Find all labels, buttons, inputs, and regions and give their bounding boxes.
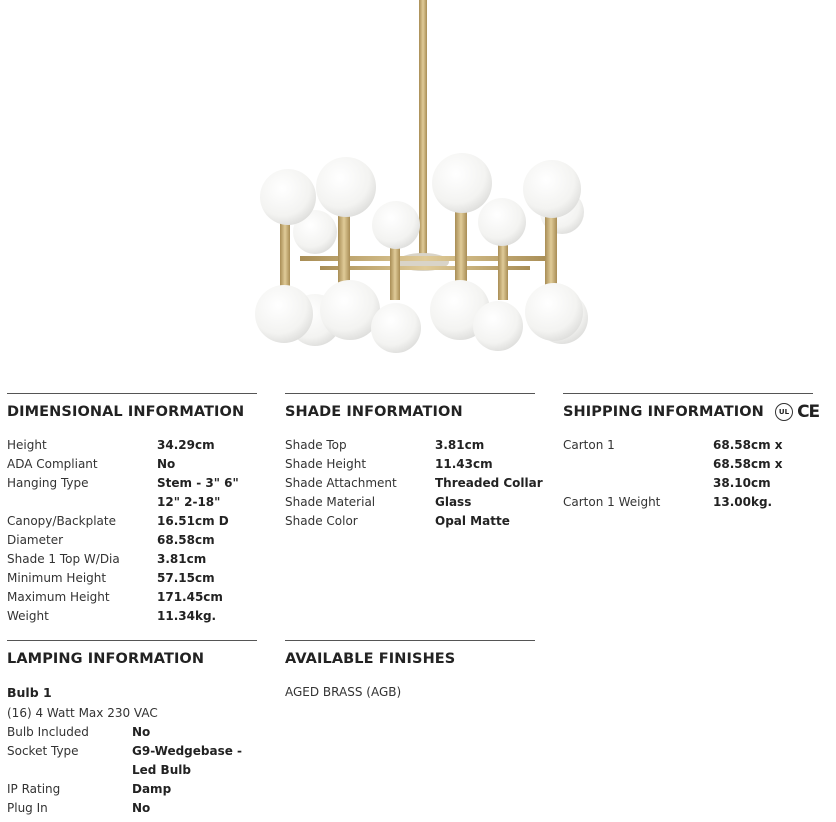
spec-row — [7, 742, 267, 780]
shade-information-section — [285, 393, 545, 531]
spec-label: Bulb Included — [7, 725, 89, 739]
spec-row — [7, 723, 267, 742]
spec-value: G9-Wedgebase - Led Bulb — [132, 744, 243, 777]
spec-label: Shade Material — [285, 495, 376, 509]
spec-row — [7, 531, 265, 550]
spec-value: Glass — [435, 495, 472, 509]
spec-label: Shade Height — [285, 457, 367, 471]
spec-label: IP Rating — [7, 782, 61, 796]
spec-row — [7, 455, 265, 474]
spec-value: 16.51cm D — [157, 514, 229, 528]
spec-row — [7, 569, 265, 588]
section-heading: DIMENSIONAL INFORMATION — [7, 404, 245, 420]
shipping-information-section — [563, 393, 831, 512]
spec-label: Carton 1 — [563, 438, 615, 452]
section-divider — [285, 640, 535, 641]
spec-value: 68.58cm — [157, 533, 215, 547]
spec-row — [285, 474, 545, 493]
spec-label: Maximum Height — [7, 590, 110, 604]
spec-value: 3.81cm — [435, 438, 485, 452]
spec-label: Shade Attachment — [285, 476, 397, 490]
spec-row — [7, 550, 265, 569]
spec-label: Carton 1 Weight — [563, 495, 661, 509]
dimensional-information-section — [7, 393, 265, 626]
spec-row — [285, 512, 545, 531]
spec-row — [7, 512, 265, 531]
lamping-rows — [7, 723, 267, 818]
spec-row — [563, 436, 831, 493]
bulb-title: Bulb 1 — [7, 685, 52, 700]
section-heading: SHADE INFORMATION — [285, 404, 463, 420]
spec-value: No — [132, 801, 151, 815]
section-heading: AVAILABLE FINISHES — [285, 651, 456, 667]
spec-row — [7, 607, 265, 626]
spec-row — [285, 455, 545, 474]
spec-row — [7, 780, 267, 799]
spec-label: Shade 1 Top W/Dia — [7, 552, 120, 566]
dimensional-rows — [7, 436, 265, 626]
spec-value: Opal Matte — [435, 514, 510, 528]
section-divider — [285, 393, 535, 394]
spec-value: Stem - 3" 6" 12" 2-18" — [157, 476, 239, 509]
spec-label: Weight — [7, 609, 49, 623]
spec-value: 3.81cm — [157, 552, 207, 566]
finish-item: AGED BRASS (AGB) — [285, 685, 402, 699]
shipping-heading-text: SHIPPING INFORMATION — [563, 404, 764, 420]
spec-row — [7, 588, 265, 607]
spec-value: No — [132, 725, 151, 739]
spec-value: Damp — [132, 782, 172, 796]
finishes-list — [285, 683, 535, 702]
spec-label: Socket Type — [7, 744, 79, 758]
spec-value: Threaded Collar — [435, 476, 543, 490]
spec-value: 34.29cm — [157, 438, 215, 452]
spec-label: Height — [7, 438, 47, 452]
spec-value: 68.58cm x 68.58cm x 38.10cm — [713, 438, 783, 490]
ce-mark-icon: CE — [797, 402, 820, 422]
spec-value: 11.43cm — [435, 457, 493, 471]
spec-value: 13.00kg. — [713, 495, 773, 509]
spec-label: Canopy/Backplate — [7, 514, 116, 528]
spec-label: Shade Color — [285, 514, 358, 528]
available-finishes-section — [285, 640, 535, 702]
shade-rows — [285, 436, 545, 531]
spec-label: Shade Top — [285, 438, 347, 452]
certification-marks — [775, 402, 819, 422]
spec-row — [285, 436, 545, 455]
section-heading: LAMPING INFORMATION — [7, 651, 205, 667]
shipping-rows — [563, 436, 831, 512]
spec-value: 57.15cm — [157, 571, 215, 585]
spec-row — [7, 474, 265, 512]
spec-label: Plug In — [7, 801, 48, 815]
spec-label: Hanging Type — [7, 476, 89, 490]
spec-label: Diameter — [7, 533, 64, 547]
section-divider — [7, 640, 257, 641]
spec-value: 11.34kg. — [157, 609, 217, 623]
spec-label: Minimum Height — [7, 571, 107, 585]
spec-value: 171.45cm — [157, 590, 223, 604]
section-heading — [563, 402, 831, 422]
spec-label: ADA Compliant — [7, 457, 98, 471]
bulb-description: (16) 4 Watt Max 230 VAC — [7, 706, 158, 720]
lamping-information-section — [7, 640, 267, 818]
section-divider — [563, 393, 813, 394]
section-divider — [7, 393, 257, 394]
spec-row — [563, 493, 831, 512]
spec-value: No — [157, 457, 176, 471]
ul-listed-icon: UL — [775, 403, 793, 421]
spec-row — [7, 436, 265, 455]
spec-row — [285, 493, 545, 512]
spec-row — [7, 799, 267, 818]
chandelier-image — [240, 0, 610, 365]
